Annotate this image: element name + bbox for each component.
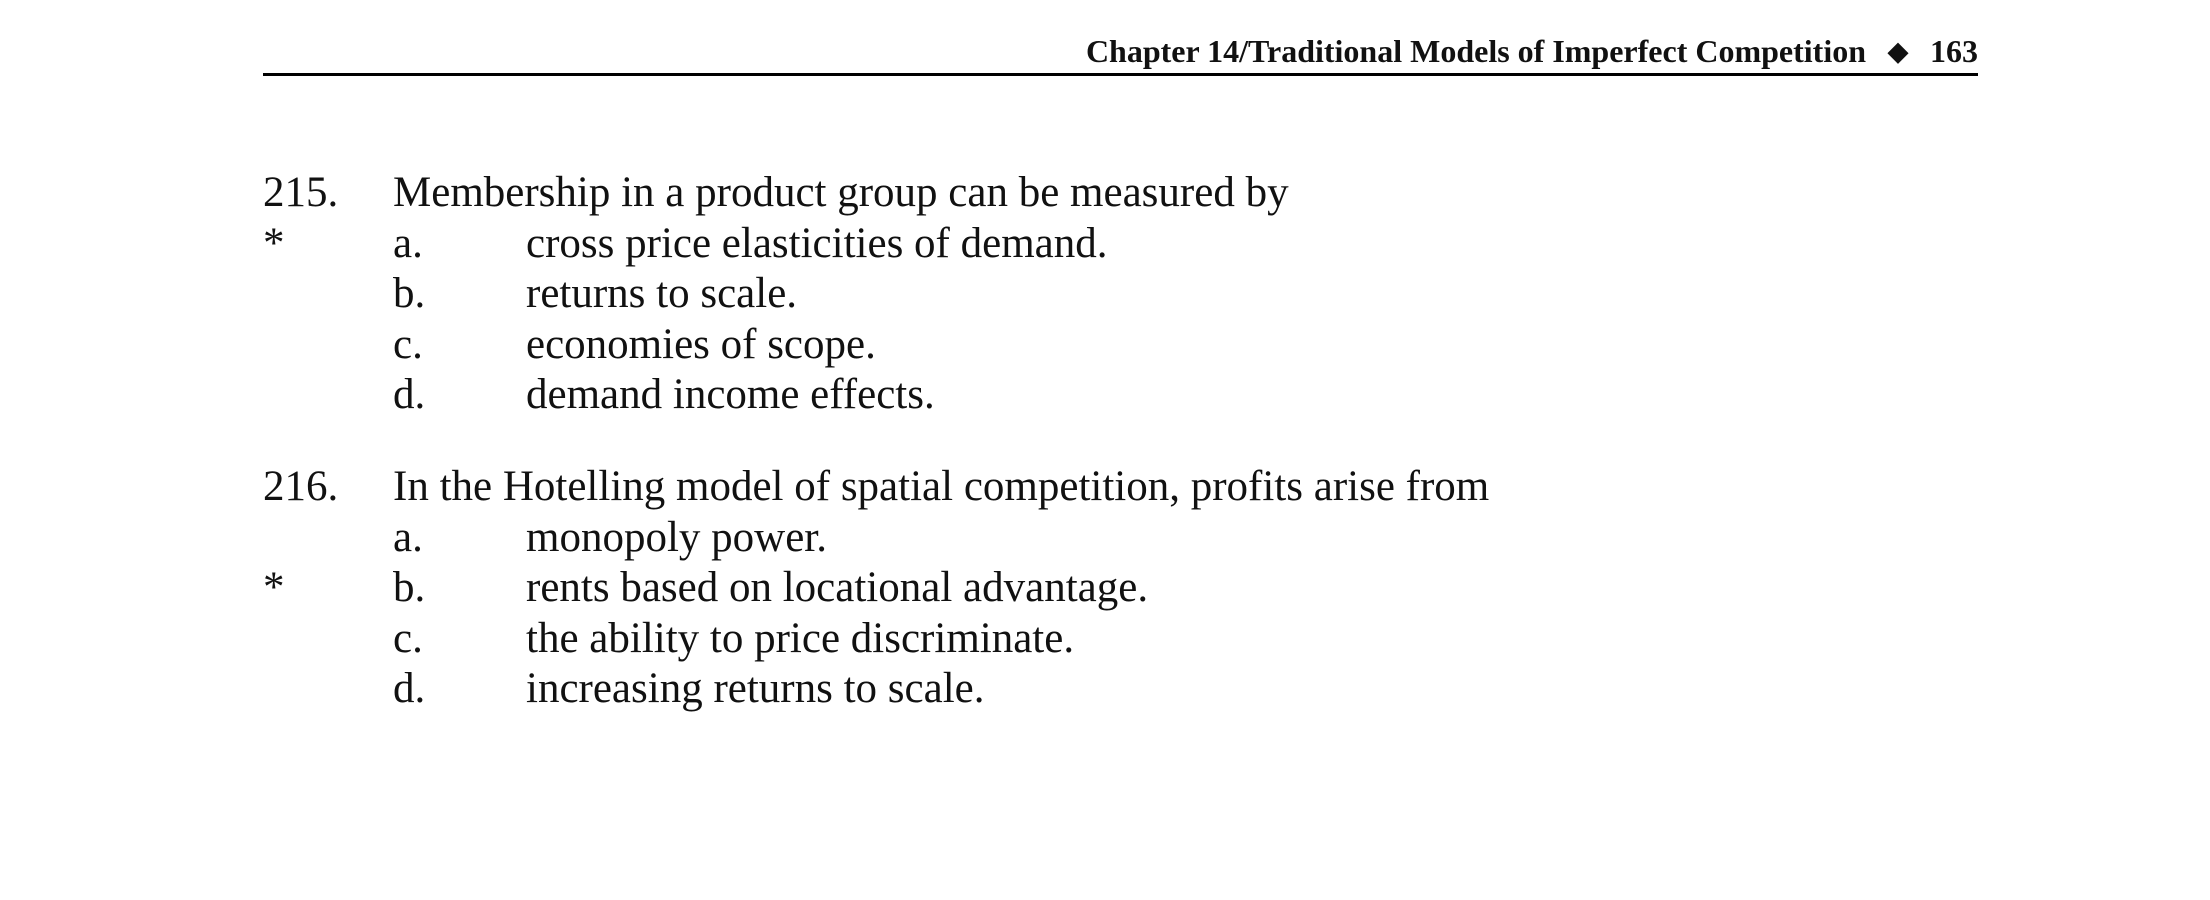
question-215 xyxy=(0,168,2210,421)
option-row-d xyxy=(0,370,2210,421)
option-letter: c. xyxy=(393,320,423,368)
option-row-a xyxy=(0,513,2210,564)
correct-answer-marker: * xyxy=(263,564,285,611)
question-stem-row xyxy=(0,462,2210,513)
option-letter: d. xyxy=(393,665,426,712)
question-number: 216. xyxy=(263,463,339,510)
option-text: increasing returns to scale. xyxy=(526,665,985,712)
option-row-b xyxy=(0,269,2210,320)
option-row-d xyxy=(0,664,2210,715)
option-letter: b. xyxy=(393,564,426,611)
option-text: returns to scale. xyxy=(526,270,798,317)
question-number: 215. xyxy=(263,169,339,216)
option-row-a xyxy=(0,219,2210,270)
option-letter: d. xyxy=(393,371,426,418)
option-row-b xyxy=(0,563,2210,614)
option-text: the ability to price discriminate. xyxy=(526,614,1075,662)
header-line xyxy=(1086,31,1978,74)
option-text: monopoly power. xyxy=(526,513,827,561)
question-stem: Membership in a product group can be measured by xyxy=(393,169,1289,216)
diamond-icon: ◆ xyxy=(1888,37,1908,66)
option-text: cross price elasticities of demand. xyxy=(526,219,1108,267)
question-stem: In the Hotelling model of spatial competition, profits arise from xyxy=(393,463,1490,510)
option-letter: b. xyxy=(393,270,426,317)
option-letter: c. xyxy=(393,614,423,662)
question-216 xyxy=(0,462,2210,715)
question-stem-row xyxy=(0,168,2210,219)
option-text: demand income effects. xyxy=(526,371,935,418)
option-letter: a. xyxy=(393,513,423,561)
running-header xyxy=(263,26,1978,76)
page-number: 163 xyxy=(1930,33,1978,69)
option-text: rents based on locational advantage. xyxy=(526,564,1149,611)
correct-answer-marker: * xyxy=(263,219,285,267)
chapter-title: Chapter 14/Traditional Models of Imperfect Competition xyxy=(1085,33,1866,69)
option-row-c xyxy=(0,320,2210,371)
option-row-c xyxy=(0,614,2210,665)
option-letter: a. xyxy=(393,219,423,267)
option-text: economies of scope. xyxy=(526,320,876,368)
